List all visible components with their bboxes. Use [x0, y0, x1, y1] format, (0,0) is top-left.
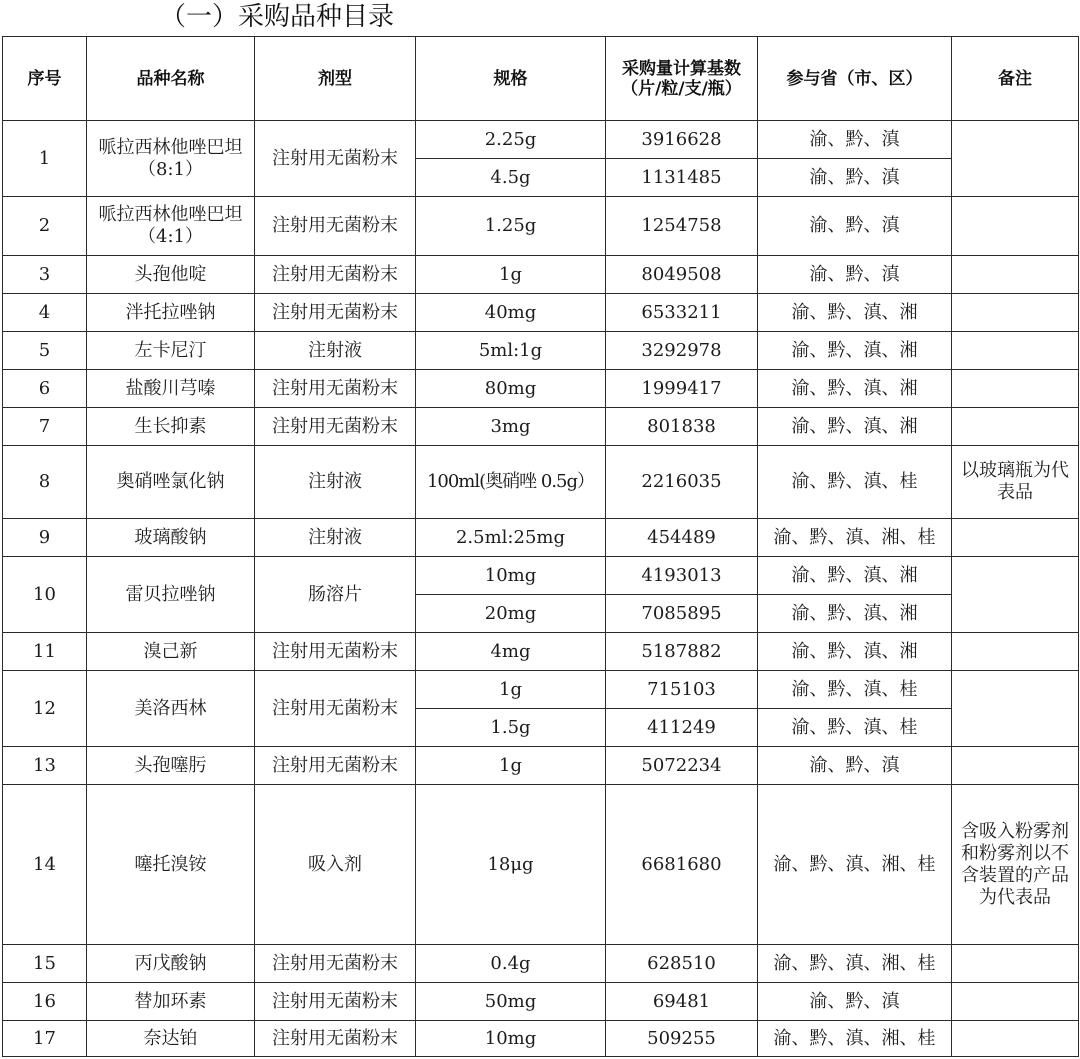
row-index: 16	[3, 983, 87, 1021]
row-index: 15	[3, 945, 87, 983]
table-row	[3, 332, 1079, 370]
table-row	[3, 197, 1079, 256]
row-index: 5	[3, 332, 87, 370]
drug-name: 美洛西林	[87, 671, 255, 747]
participating-provinces: 渝、黔、滇、湘	[758, 294, 952, 332]
procurement-base: 715103	[606, 671, 758, 709]
spec-cell: 1g	[416, 256, 606, 294]
participating-provinces: 渝、黔、滇	[758, 256, 952, 294]
spec-cell: 1g	[416, 671, 606, 709]
remark-cell	[952, 671, 1079, 747]
procurement-base: 1131485	[606, 159, 758, 197]
table-row	[3, 121, 1079, 159]
procurement-base: 454489	[606, 519, 758, 557]
drug-name: 头孢噻肟	[87, 747, 255, 785]
dosage-form: 注射用无菌粉末	[255, 747, 416, 785]
drug-name: 泮托拉唑钠	[87, 294, 255, 332]
remark-cell	[952, 983, 1079, 1021]
row-index: 12	[3, 671, 87, 747]
dosage-form: 注射用无菌粉末	[255, 408, 416, 446]
dosage-form: 肠溶片	[255, 557, 416, 633]
spec-cell: 10mg	[416, 1021, 606, 1057]
participating-provinces: 渝、黔、滇	[758, 159, 952, 197]
row-index: 9	[3, 519, 87, 557]
dosage-form: 注射用无菌粉末	[255, 633, 416, 671]
table-row	[3, 633, 1079, 671]
header-name: 品种名称	[87, 37, 255, 121]
spec-cell: 2.25g	[416, 121, 606, 159]
row-index: 10	[3, 557, 87, 633]
table-row	[3, 983, 1079, 1021]
spec-cell: 100ml(奥硝唑 0.5g）	[416, 446, 606, 519]
drug-name: 奈达铂	[87, 1021, 255, 1057]
remark-cell	[952, 294, 1079, 332]
remark-cell	[952, 121, 1079, 197]
row-index: 17	[3, 1021, 87, 1057]
drug-name: 奥硝唑氯化钠	[87, 446, 255, 519]
table-row	[3, 408, 1079, 446]
spec-cell: 10mg	[416, 557, 606, 595]
remark-cell	[952, 557, 1079, 633]
dosage-form: 注射液	[255, 446, 416, 519]
remark-cell: 含吸入粉雾剂和粉雾剂以不含装置的产品为代表品	[952, 785, 1079, 945]
participating-provinces: 渝、黔、滇、湘、桂	[758, 1021, 952, 1057]
procurement-base: 1254758	[606, 197, 758, 256]
spec-cell: 2.5ml:25mg	[416, 519, 606, 557]
remark-cell	[952, 197, 1079, 256]
participating-provinces: 渝、黔、滇	[758, 197, 952, 256]
table-row	[3, 519, 1079, 557]
procurement-catalog-table	[2, 36, 1079, 1057]
row-index: 4	[3, 294, 87, 332]
row-index: 1	[3, 121, 87, 197]
table-row	[3, 446, 1079, 519]
row-index: 7	[3, 408, 87, 446]
header-form: 剂型	[255, 37, 416, 121]
row-index: 13	[3, 747, 87, 785]
procurement-base: 7085895	[606, 595, 758, 633]
participating-provinces: 渝、黔、滇	[758, 121, 952, 159]
procurement-base: 3292978	[606, 332, 758, 370]
remark-cell	[952, 1021, 1079, 1057]
drug-name: 溴己新	[87, 633, 255, 671]
spec-cell: 40mg	[416, 294, 606, 332]
page-title: （一）采购品种目录	[160, 2, 395, 32]
dosage-form: 注射液	[255, 519, 416, 557]
spec-cell: 4.5g	[416, 159, 606, 197]
drug-name: 玻璃酸钠	[87, 519, 255, 557]
participating-provinces: 渝、黔、滇、湘、桂	[758, 945, 952, 983]
table-row	[3, 294, 1079, 332]
procurement-base: 6533211	[606, 294, 758, 332]
spec-cell: 80mg	[416, 370, 606, 408]
dosage-form: 注射用无菌粉末	[255, 983, 416, 1021]
dosage-form: 注射用无菌粉末	[255, 945, 416, 983]
spec-cell: 3mg	[416, 408, 606, 446]
spec-cell: 20mg	[416, 595, 606, 633]
remark-cell	[952, 633, 1079, 671]
remark-cell	[952, 747, 1079, 785]
spec-cell: 18μg	[416, 785, 606, 945]
procurement-base: 628510	[606, 945, 758, 983]
participating-provinces: 渝、黔、滇、桂	[758, 446, 952, 519]
dosage-form: 注射用无菌粉末	[255, 370, 416, 408]
remark-cell	[952, 408, 1079, 446]
remark-cell	[952, 332, 1079, 370]
spec-cell: 5ml:1g	[416, 332, 606, 370]
drug-name: 生长抑素	[87, 408, 255, 446]
participating-provinces: 渝、黔、滇、湘	[758, 370, 952, 408]
procurement-base: 509255	[606, 1021, 758, 1057]
spec-cell: 0.4g	[416, 945, 606, 983]
table-body	[3, 121, 1079, 1057]
dosage-form: 注射用无菌粉末	[255, 671, 416, 747]
participating-provinces: 渝、黔、滇、湘	[758, 557, 952, 595]
participating-provinces: 渝、黔、滇	[758, 983, 952, 1021]
participating-provinces: 渝、黔、滇、湘	[758, 595, 952, 633]
row-index: 2	[3, 197, 87, 256]
procurement-base: 4193013	[606, 557, 758, 595]
procurement-base: 1999417	[606, 370, 758, 408]
procurement-base: 411249	[606, 709, 758, 747]
remark-cell: 以玻璃瓶为代表品	[952, 446, 1079, 519]
table-header-row	[3, 37, 1079, 121]
dosage-form: 注射液	[255, 332, 416, 370]
spec-cell: 1.5g	[416, 709, 606, 747]
header-remark: 备注	[952, 37, 1079, 121]
procurement-base: 5072234	[606, 747, 758, 785]
procurement-base: 5187882	[606, 633, 758, 671]
procurement-base: 801838	[606, 408, 758, 446]
participating-provinces: 渝、黔、滇、桂	[758, 709, 952, 747]
procurement-base: 69481	[606, 983, 758, 1021]
table-row	[3, 785, 1079, 945]
participating-provinces: 渝、黔、滇、湘	[758, 332, 952, 370]
dosage-form: 注射用无菌粉末	[255, 294, 416, 332]
row-index: 14	[3, 785, 87, 945]
drug-name: 替加环素	[87, 983, 255, 1021]
dosage-form: 注射用无菌粉末	[255, 121, 416, 197]
table-row	[3, 671, 1079, 709]
procurement-base: 2216035	[606, 446, 758, 519]
row-index: 3	[3, 256, 87, 294]
table-row	[3, 557, 1079, 595]
spec-cell: 4mg	[416, 633, 606, 671]
table-row	[3, 1021, 1079, 1057]
participating-provinces: 渝、黔、滇、湘、桂	[758, 519, 952, 557]
participating-provinces: 渝、黔、滇、湘、桂	[758, 785, 952, 945]
remark-cell	[952, 370, 1079, 408]
participating-provinces: 渝、黔、滇、桂	[758, 671, 952, 709]
remark-cell	[952, 945, 1079, 983]
row-index: 11	[3, 633, 87, 671]
drug-name: 头孢他啶	[87, 256, 255, 294]
dosage-form: 吸入剂	[255, 785, 416, 945]
spec-cell: 1.25g	[416, 197, 606, 256]
header-spec: 规格	[416, 37, 606, 121]
drug-name: 雷贝拉唑钠	[87, 557, 255, 633]
drug-name: 噻托溴铵	[87, 785, 255, 945]
table-row	[3, 256, 1079, 294]
participating-provinces: 渝、黔、滇	[758, 747, 952, 785]
table-row	[3, 945, 1079, 983]
dosage-form: 注射用无菌粉末	[255, 256, 416, 294]
dosage-form: 注射用无菌粉末	[255, 197, 416, 256]
procurement-base: 3916628	[606, 121, 758, 159]
drug-name: 左卡尼汀	[87, 332, 255, 370]
drug-name: 盐酸川芎嗪	[87, 370, 255, 408]
row-index: 6	[3, 370, 87, 408]
header-index: 序号	[3, 37, 87, 121]
row-index: 8	[3, 446, 87, 519]
table-row	[3, 747, 1079, 785]
drug-name: 丙戊酸钠	[87, 945, 255, 983]
procurement-base: 6681680	[606, 785, 758, 945]
participating-provinces: 渝、黔、滇、湘	[758, 408, 952, 446]
drug-name: 哌拉西林他唑巴坦（4:1）	[87, 197, 255, 256]
participating-provinces: 渝、黔、滇、湘	[758, 633, 952, 671]
table-row	[3, 370, 1079, 408]
header-base: 采购量计算基数（片/粒/支/瓶）	[606, 37, 758, 121]
spec-cell: 1g	[416, 747, 606, 785]
drug-name: 哌拉西林他唑巴坦（8:1）	[87, 121, 255, 197]
dosage-form: 注射用无菌粉末	[255, 1021, 416, 1057]
header-provinces: 参与省（市、区）	[758, 37, 952, 121]
spec-cell: 50mg	[416, 983, 606, 1021]
remark-cell	[952, 519, 1079, 557]
remark-cell	[952, 256, 1079, 294]
procurement-base: 8049508	[606, 256, 758, 294]
